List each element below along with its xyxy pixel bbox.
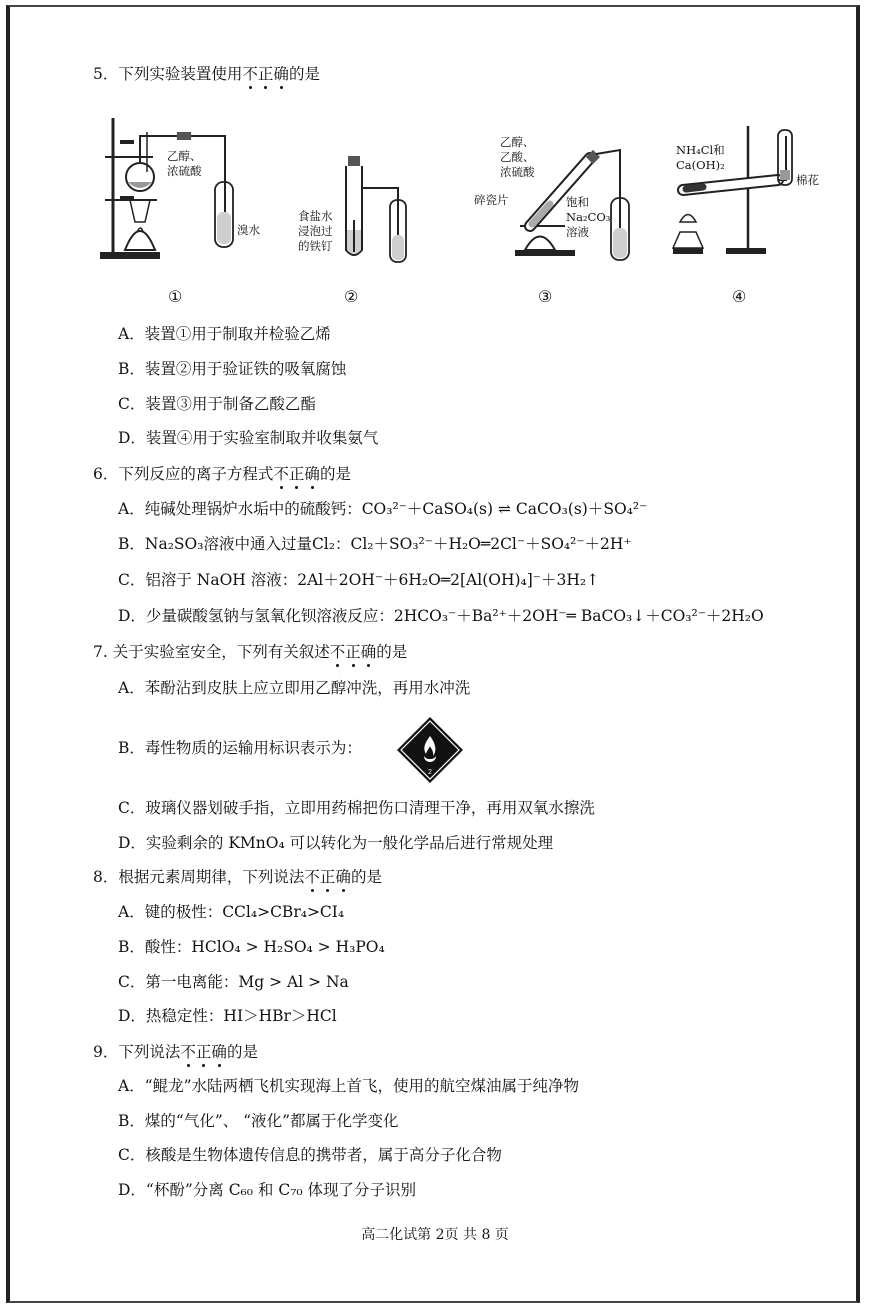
- stem-text: 下列反应的离子方程式: [118, 465, 274, 483]
- stem-text: 关于实验室安全，下列有关叙述: [112, 643, 330, 661]
- emphasis-char: 确: [360, 643, 377, 661]
- question-number: 6．: [93, 465, 119, 483]
- option-c: C．核酸是生物体遗传信息的携带者，属于高分子化合物: [118, 1146, 502, 1164]
- reagent-label-line: 乙酸、: [500, 150, 535, 164]
- question-7-stem: [93, 642, 407, 662]
- emphasis-char: 不: [329, 643, 346, 661]
- emphasis-char: 正: [288, 465, 305, 483]
- option-a: A．纯碱处理锅炉水垢中的硫酸钙：CO₃²⁻＋CaSO₄(s) ⇌ CaCO₃(s)＋SO₄²⁻: [118, 500, 648, 518]
- figure-number: ①: [168, 287, 183, 306]
- emphasis-char: 确: [273, 65, 289, 83]
- nail-label-line: 的铁钉: [298, 239, 333, 253]
- reagent-label-line: Ca(OH)₂: [676, 158, 725, 172]
- option-d: D．热稳定性：HI＞HBr＞HCl: [118, 1007, 337, 1025]
- cotton-label: 棉花: [796, 173, 819, 187]
- figure-3-ethyl-acetate-apparatus: [470, 128, 640, 263]
- option-c: C．装置③用于制备乙酸乙酯: [118, 395, 316, 413]
- stem-text: 的是: [226, 1043, 258, 1061]
- question-number: 7.: [93, 643, 113, 661]
- option-d: D．少量碳酸氢钠与氢氧化钡溶液反应：2HCO₃⁻＋Ba²⁺＋2OH⁻═ BaCO₃↓＋CO₃²⁻＋2H₂O: [118, 607, 764, 625]
- solution-label-line: 饱和: [566, 195, 589, 209]
- stem-text: 下列说法: [118, 1043, 181, 1061]
- figure-number: ③: [538, 287, 553, 306]
- question-number: 8．: [93, 868, 119, 886]
- option-c: C．玻璃仪器划破手指，立即用药棉把伤口清理干净，再用双氧水擦洗: [118, 799, 595, 817]
- emphasis-char: 确: [304, 465, 320, 483]
- emphasis-char: 正: [257, 65, 274, 83]
- figure-1-ethylene-apparatus: [95, 112, 260, 262]
- reagent-label-line: NH₄Cl和: [676, 143, 725, 157]
- figure-2-iron-corrosion: [298, 150, 423, 265]
- emphasis-char: 正: [195, 1043, 212, 1061]
- option-b: B．毒性物质的运输用标识表示为：: [118, 739, 362, 757]
- option-a: A．苯酚沾到皮肤上应立即用乙醇冲洗，再用水冲洗: [118, 679, 471, 697]
- option-b: B．装置②用于验证铁的吸氧腐蚀: [118, 360, 347, 378]
- stem-text: 下列实验装置使用: [118, 65, 243, 83]
- porcelain-chips-label: 碎瓷片: [474, 193, 509, 207]
- emphasis-char: 不: [304, 868, 320, 886]
- nail-label-line: 浸泡过: [298, 224, 333, 238]
- option-d: D．“杯酚”分离 C₆₀ 和 C₇₀ 体现了分子识别: [118, 1181, 417, 1199]
- emphasis-char: 不: [273, 465, 289, 483]
- stem-text: 的是: [319, 465, 351, 483]
- reagent-label-line: 浓硫酸: [500, 165, 535, 179]
- emphasis-char: 不: [242, 65, 258, 83]
- stem-text: 的是: [288, 65, 320, 83]
- option-a: A．键的极性：CCl₄>CBr₄>CI₄: [118, 903, 345, 921]
- question-9-stem: [93, 1042, 258, 1062]
- option-d: D．实验剩余的 KMnO₄ 可以转化为一般化学品后进行常规处理: [118, 834, 554, 852]
- page-footer: 高二化试第 2页 共 8 页: [361, 1227, 509, 1243]
- figure-number: ②: [344, 287, 359, 306]
- bromine-water-label: 溴水: [237, 223, 260, 237]
- emphasis-char: 确: [211, 1043, 227, 1061]
- emphasis-char: 不: [180, 1043, 196, 1061]
- emphasis-char: 确: [335, 868, 351, 886]
- flammable-hazard-sign-icon: [396, 716, 464, 788]
- option-c: C．铝溶于 NaOH 溶液：2Al＋2OH⁻＋6H₂O═2[Al(OH)₄]⁻＋3H₂↑: [118, 571, 600, 589]
- reagent-label-line: 浓硫酸: [167, 164, 202, 178]
- option-c: C．第一电离能：Mg > Al > Na: [118, 973, 349, 991]
- question-8-stem: [93, 867, 382, 887]
- option-b: B．煤的“气化”、 “液化”都属于化学变化: [118, 1112, 399, 1130]
- figure-4-ammonia-apparatus: [668, 122, 828, 257]
- reagent-label-line: 乙醇、: [500, 135, 535, 149]
- figure-number: ④: [732, 287, 747, 306]
- hazard-class-number: 2: [428, 769, 432, 776]
- option-d: D．装置④用于实验室制取并收集氨气: [118, 429, 379, 447]
- question-5-stem: [93, 64, 320, 84]
- emphasis-char: 正: [319, 868, 336, 886]
- stem-text: 根据元素周期律，下列说法: [118, 868, 305, 886]
- question-6-stem: [93, 464, 351, 484]
- option-a: A．装置①用于制取并检验乙烯: [118, 325, 331, 343]
- solution-label-line: Na₂CO₃: [566, 210, 611, 224]
- option-b: B．Na₂SO₃溶液中通入过量Cl₂：Cl₂＋SO₃²⁻＋H₂O═2Cl⁻＋SO₄²⁻＋2H⁺: [118, 535, 632, 553]
- nail-label-line: 食盐水: [298, 209, 333, 223]
- solution-label-line: 溶液: [566, 225, 589, 239]
- question-number: 5．: [93, 65, 119, 83]
- stem-text: 的是: [376, 643, 408, 661]
- question-number: 9．: [93, 1043, 119, 1061]
- reagent-label-line: 乙醇、: [167, 149, 202, 163]
- stem-text: 的是: [350, 868, 382, 886]
- emphasis-char: 正: [345, 643, 361, 661]
- option-b: B．酸性：HClO₄ > H₂SO₄ > H₃PO₄: [118, 938, 385, 956]
- option-a: A．“鲲龙”水陆两栖飞机实现海上首飞，使用的航空煤油属于纯净物: [118, 1077, 580, 1095]
